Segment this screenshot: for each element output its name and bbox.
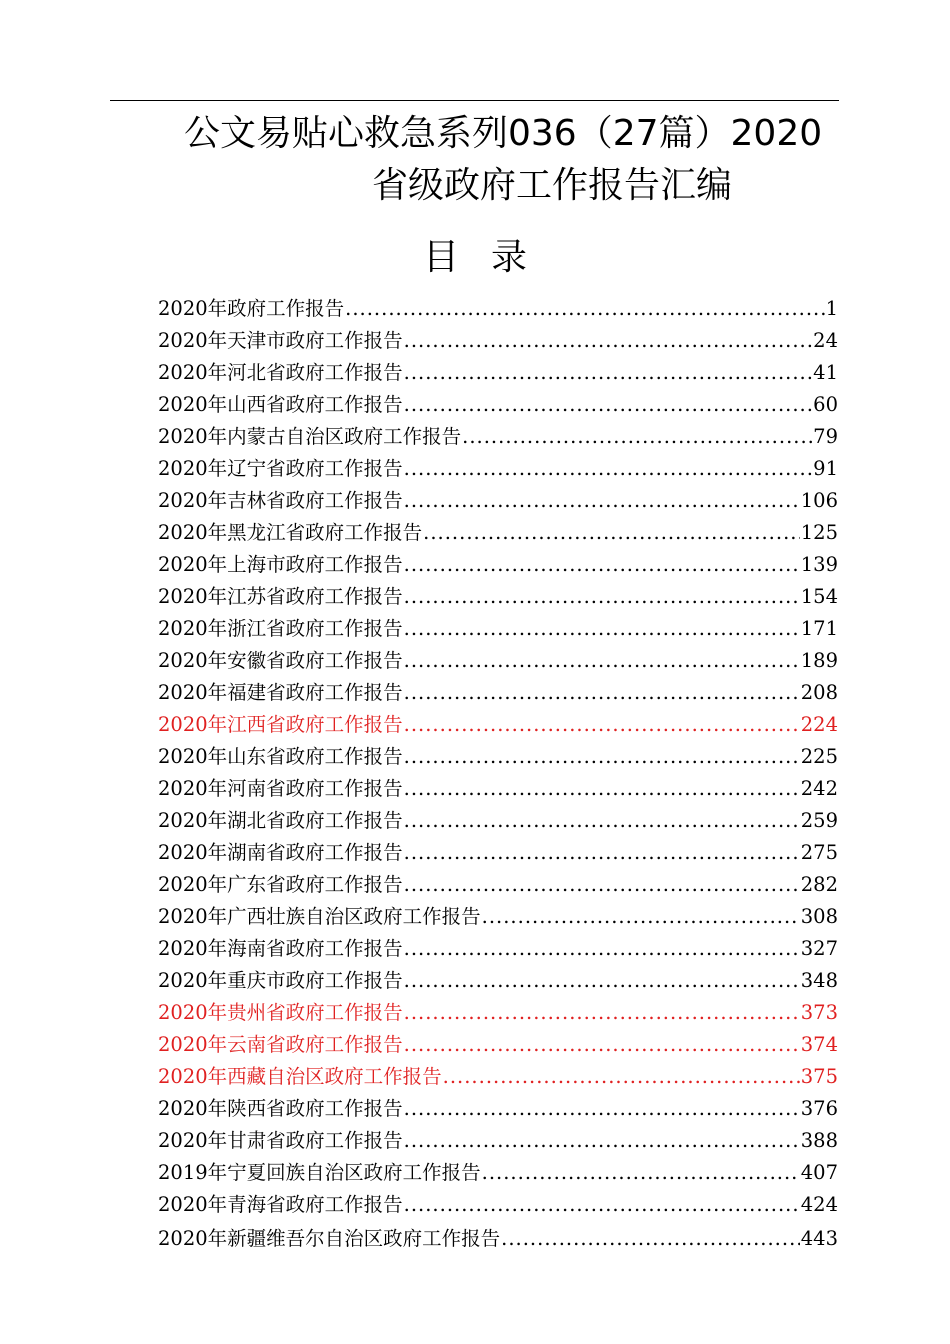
document-title-line1: 公文易贴心救急系列036（27篇）2020 xyxy=(184,113,823,154)
toc-entry-title: 2020年江苏省政府工作报告 xyxy=(158,585,403,608)
toc-entry-title: 2020年吉林省政府工作报告 xyxy=(158,489,403,512)
toc-entry-title: 2020年政府工作报告 xyxy=(158,297,345,320)
toc-dot-leader xyxy=(345,293,824,325)
toc-entry-title: 2020年河北省政府工作报告 xyxy=(158,361,403,384)
toc-entry-title: 2020年贵州省政府工作报告 xyxy=(158,1001,403,1024)
toc-entry[interactable] xyxy=(158,965,838,997)
document-title xyxy=(110,108,890,212)
toc-entry[interactable] xyxy=(158,997,838,1029)
toc-entry-title: 2020年云南省政府工作报告 xyxy=(158,1033,403,1056)
toc-entry-page-number: 41 xyxy=(813,361,838,384)
toc-entry[interactable] xyxy=(158,293,838,325)
toc-entry[interactable] xyxy=(158,1093,838,1125)
toc-entry-page-number: 225 xyxy=(800,745,838,768)
toc-entry[interactable] xyxy=(158,869,838,901)
toc-dot-leader xyxy=(482,1157,800,1189)
toc-heading xyxy=(0,232,950,284)
toc-entry[interactable] xyxy=(158,517,838,549)
table-of-contents xyxy=(158,293,838,1255)
toc-dot-leader xyxy=(443,1061,800,1093)
toc-entry-title: 2020年湖南省政府工作报告 xyxy=(158,841,403,864)
toc-entry[interactable] xyxy=(158,357,838,389)
toc-entry-title: 2020年青海省政府工作报告 xyxy=(158,1193,403,1216)
toc-entry-page-number: 348 xyxy=(800,969,838,992)
toc-entry-page-number: 189 xyxy=(800,649,838,672)
toc-entry-page-number: 424 xyxy=(800,1193,838,1216)
toc-dot-leader xyxy=(404,357,813,389)
toc-entry[interactable] xyxy=(158,453,838,485)
toc-entry-title: 2020年山西省政府工作报告 xyxy=(158,393,403,416)
toc-dot-leader xyxy=(423,517,800,549)
toc-dot-leader xyxy=(404,837,800,869)
toc-entry[interactable] xyxy=(158,773,838,805)
toc-entry-page-number: 388 xyxy=(800,1129,838,1152)
toc-entry-title: 2020年福建省政府工作报告 xyxy=(158,681,403,704)
toc-entry[interactable] xyxy=(158,933,838,965)
toc-entry[interactable] xyxy=(158,325,838,357)
toc-dot-leader xyxy=(501,1223,800,1255)
toc-entry-title: 2020年安徽省政府工作报告 xyxy=(158,649,403,672)
document-title-line2: 省级政府工作报告汇编 xyxy=(372,165,733,206)
toc-dot-leader xyxy=(404,1093,800,1125)
header-rule xyxy=(110,100,839,101)
toc-entry[interactable] xyxy=(158,709,838,741)
toc-entry[interactable] xyxy=(158,1189,838,1221)
toc-entry[interactable] xyxy=(158,581,838,613)
toc-dot-leader xyxy=(404,453,813,485)
toc-entry-page-number: 282 xyxy=(800,873,838,896)
toc-entry-page-number: 373 xyxy=(800,1001,838,1024)
toc-entry-page-number: 374 xyxy=(800,1033,838,1056)
toc-dot-leader xyxy=(404,869,800,901)
toc-entry-title: 2020年海南省政府工作报告 xyxy=(158,937,403,960)
toc-entry[interactable] xyxy=(158,1061,838,1093)
toc-dot-leader xyxy=(404,805,800,837)
toc-dot-leader xyxy=(404,549,800,581)
toc-entry-title: 2020年甘肃省政府工作报告 xyxy=(158,1129,403,1152)
toc-entry-page-number: 91 xyxy=(813,457,838,480)
toc-entry-title: 2020年江西省政府工作报告 xyxy=(158,713,403,736)
toc-dot-leader xyxy=(462,421,812,453)
toc-entry-page-number: 376 xyxy=(800,1097,838,1120)
toc-dot-leader xyxy=(404,933,800,965)
toc-entry[interactable] xyxy=(158,1125,838,1157)
toc-entry[interactable] xyxy=(158,1029,838,1061)
toc-entry-page-number: 443 xyxy=(800,1227,838,1250)
toc-entry-page-number: 171 xyxy=(800,617,838,640)
toc-entry[interactable] xyxy=(158,805,838,837)
toc-entry-page-number: 139 xyxy=(800,553,838,576)
toc-dot-leader xyxy=(404,773,800,805)
toc-entry-page-number: 224 xyxy=(800,713,838,736)
toc-entry-title: 2020年西藏自治区政府工作报告 xyxy=(158,1065,442,1088)
toc-entry-title: 2020年辽宁省政府工作报告 xyxy=(158,457,403,480)
toc-entry[interactable] xyxy=(158,389,838,421)
toc-entry-page-number: 259 xyxy=(800,809,838,832)
toc-dot-leader xyxy=(404,325,813,357)
toc-entry-title: 2020年河南省政府工作报告 xyxy=(158,777,403,800)
toc-entry-title: 2020年上海市政府工作报告 xyxy=(158,553,403,576)
toc-entry[interactable] xyxy=(158,421,838,453)
toc-entry-title: 2020年内蒙古自治区政府工作报告 xyxy=(158,425,462,448)
toc-entry[interactable] xyxy=(158,837,838,869)
toc-entry-page-number: 242 xyxy=(800,777,838,800)
toc-entry[interactable] xyxy=(158,645,838,677)
toc-dot-leader xyxy=(404,677,800,709)
toc-dot-leader xyxy=(404,741,800,773)
toc-dot-leader xyxy=(404,1029,800,1061)
toc-entry[interactable] xyxy=(158,677,838,709)
toc-dot-leader xyxy=(404,1125,800,1157)
toc-dot-leader xyxy=(404,1189,800,1221)
toc-entry-page-number: 407 xyxy=(800,1161,838,1184)
toc-entry-title: 2020年广东省政府工作报告 xyxy=(158,873,403,896)
toc-entry-page-number: 106 xyxy=(800,489,838,512)
toc-entry-page-number: 79 xyxy=(813,425,838,448)
toc-entry[interactable] xyxy=(158,1223,838,1255)
toc-entry-page-number: 275 xyxy=(800,841,838,864)
toc-heading-char-1: 目 xyxy=(422,237,459,278)
toc-entry[interactable] xyxy=(158,1157,838,1189)
toc-entry-title: 2020年黑龙江省政府工作报告 xyxy=(158,521,423,544)
toc-dot-leader xyxy=(404,709,800,741)
toc-entry[interactable] xyxy=(158,613,838,645)
toc-entry-page-number: 154 xyxy=(800,585,838,608)
toc-dot-leader xyxy=(404,389,813,421)
toc-entry-page-number: 24 xyxy=(813,329,838,352)
toc-entry-page-number: 308 xyxy=(800,905,838,928)
toc-entry-title: 2020年广西壮族自治区政府工作报告 xyxy=(158,905,481,928)
toc-entry-page-number: 208 xyxy=(800,681,838,704)
toc-entry-page-number: 327 xyxy=(800,937,838,960)
toc-entry-title: 2020年山东省政府工作报告 xyxy=(158,745,403,768)
toc-entry-title: 2020年陕西省政府工作报告 xyxy=(158,1097,403,1120)
toc-entry-page-number: 125 xyxy=(800,521,838,544)
toc-entry-title: 2020年湖北省政府工作报告 xyxy=(158,809,403,832)
toc-entry-title: 2020年浙江省政府工作报告 xyxy=(158,617,403,640)
toc-dot-leader xyxy=(404,485,800,517)
toc-entry[interactable] xyxy=(158,901,838,933)
toc-dot-leader xyxy=(404,613,800,645)
toc-entry[interactable] xyxy=(158,549,838,581)
toc-dot-leader xyxy=(404,997,800,1029)
toc-entry-title: 2020年天津市政府工作报告 xyxy=(158,329,403,352)
toc-heading-char-2: 录 xyxy=(491,237,528,278)
toc-entry-title: 2019年宁夏回族自治区政府工作报告 xyxy=(158,1161,481,1184)
toc-entry-page-number: 1 xyxy=(825,297,838,320)
toc-entry-page-number: 375 xyxy=(800,1065,838,1088)
toc-entry-page-number: 60 xyxy=(813,393,838,416)
toc-dot-leader xyxy=(404,581,800,613)
toc-dot-leader xyxy=(404,645,800,677)
toc-entry-title: 2020年重庆市政府工作报告 xyxy=(158,969,403,992)
toc-entry[interactable] xyxy=(158,485,838,517)
toc-entry[interactable] xyxy=(158,741,838,773)
toc-entry-title: 2020年新疆维吾尔自治区政府工作报告 xyxy=(158,1227,501,1250)
toc-dot-leader xyxy=(482,901,800,933)
toc-dot-leader xyxy=(404,965,800,997)
